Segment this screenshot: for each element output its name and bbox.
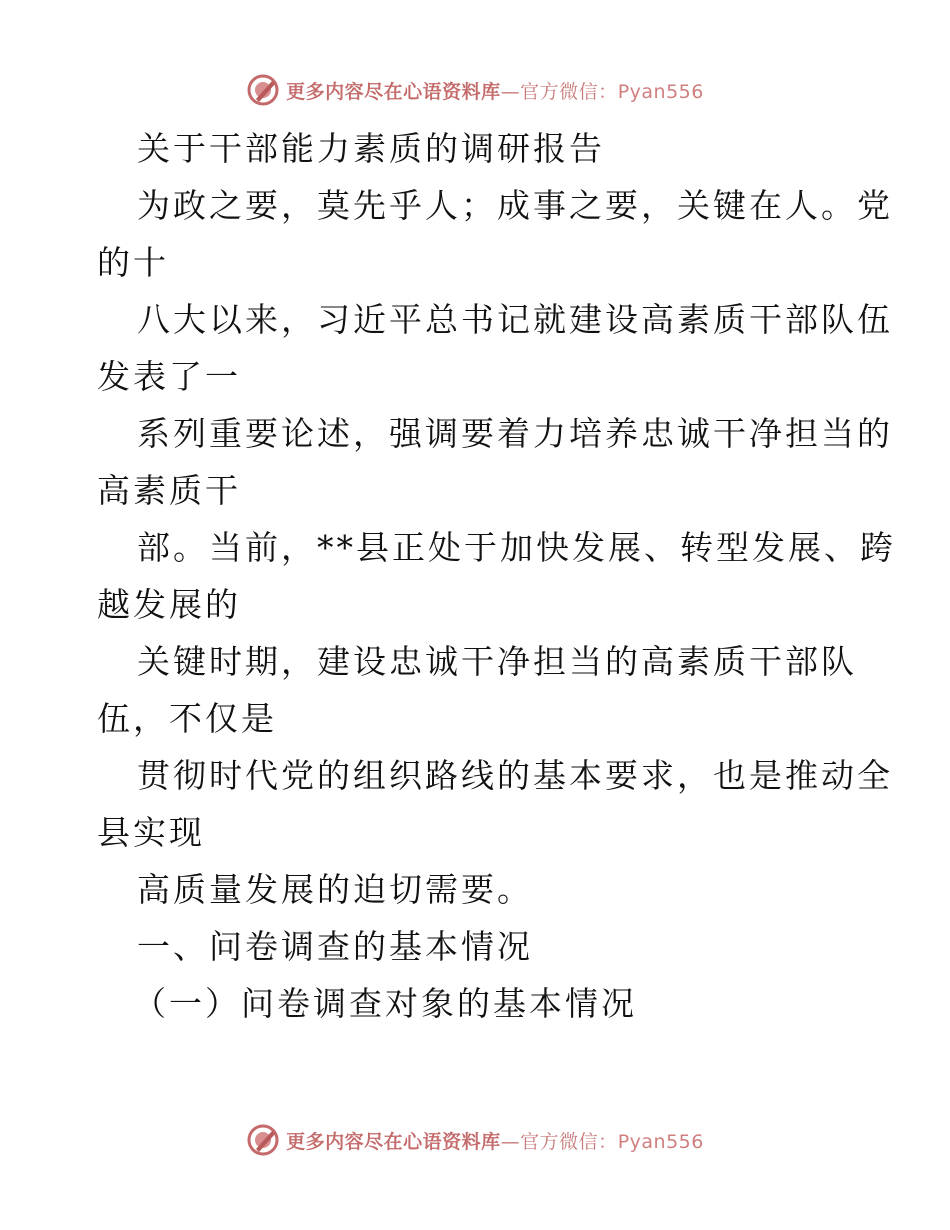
watermark-wechat-id: Pyan556 — [617, 80, 704, 103]
header-watermark — [0, 70, 950, 110]
paragraph-line: 系列重要论述，强调要着力培养忠诚干净担当的 — [137, 414, 893, 453]
paragraph-line: 高素质干 — [97, 471, 241, 510]
paragraph-line: 县实现 — [97, 813, 205, 852]
watermark-site-text: 更多内容尽在心语资料库 — [286, 80, 501, 103]
paragraph-line: 贯彻时代党的组织路线的基本要求，也是推动全 — [137, 756, 893, 795]
paragraph-line: 为政之要，莫先乎人；成事之要，关键在人。党 — [137, 186, 893, 225]
paragraph-line: 部。当前，**县正处于加快发展、转型发展、跨 — [137, 528, 896, 567]
watermark-dash: — — [500, 1130, 521, 1153]
paragraph-line: 的十 — [97, 243, 169, 282]
paragraph-line: 八大以来，习近平总书记就建设高素质干部队伍 — [137, 300, 893, 339]
pen-nib-logo-icon — [246, 73, 280, 107]
pen-nib-logo-icon — [246, 1123, 280, 1157]
section-heading: 一、问卷调查的基本情况 — [137, 927, 533, 966]
subsection-heading: （一）问卷调查对象的基本情况 — [133, 984, 637, 1023]
paragraph-line: 越发展的 — [97, 585, 241, 624]
watermark-text — [286, 1127, 704, 1154]
paragraph-line: 伍，不仅是 — [97, 699, 277, 738]
paragraph-line: 关键时期，建设忠诚干净担当的高素质干部队 — [137, 642, 857, 681]
paragraph-line: 高质量发展的迫切需要。 — [137, 870, 533, 909]
document-title: 关于干部能力素质的调研报告 — [137, 129, 605, 168]
paragraph-line: 发表了一 — [97, 357, 241, 396]
watermark-site-text: 更多内容尽在心语资料库 — [286, 1130, 501, 1153]
watermark-wechat-label: 官方微信： — [520, 80, 618, 103]
footer-watermark — [0, 1120, 950, 1160]
watermark-wechat-id: Pyan556 — [617, 1130, 704, 1153]
watermark-wechat-label: 官方微信： — [520, 1130, 618, 1153]
watermark-dash: — — [500, 80, 521, 103]
watermark-text — [286, 77, 704, 104]
document-body — [97, 120, 896, 1032]
